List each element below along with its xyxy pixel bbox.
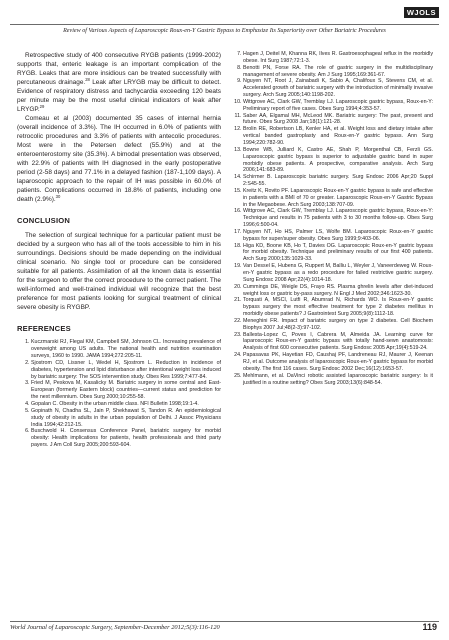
left-column bbox=[17, 51, 221, 449]
journal-logo: WJOLS bbox=[404, 7, 439, 18]
footer-divider bbox=[10, 621, 439, 622]
reference-item: 10. Wittgrove AC, Clark GW, Tremblay LJ. Laparoscopic gastric bypass, Roux-en-Y: Preliminary report of five cases. Obes Surg 1994;4:353-57. bbox=[243, 99, 433, 113]
body-paragraph: Comeau et al (2003) documented 35 cases of internal hernia (overall incidence of 3.3%). The IH occurred in 6.0% of patients with retrocolic procedures and 3.3% of patients with antecolic procedures. Most were in the Petersen defect (55.9%) and at the enteroenterostomy site (35.3%). A bimodal presentation was observed, with 22.9% of patients with IH diagnosed in the early postoperative period (2-58 days) and 77.1% in a delayed fashion (187-1,109 days). A laparoscopic approach to the repair of IH was possible in 60.0% of patients. Complications occurred in 18.8% of patients, including one death (2.9%).$^{30}$ bbox=[17, 115, 221, 204]
reference-item: 7. Hagen J, Deitel M, Khanna RK, Ilves R. Gastroesophageal reflux in the morbidly obese. Int Surg 1987;72:1-3. bbox=[243, 51, 433, 65]
reference-item: 21. Torquati A, MSCI, Lutfi R, Abumrad N, Richards WO. Is Roux-en-Y gastric bypass surgery the most effective treatment for type 2 diabetes mellitus in morbidly obese patients? J Gastrointest Surg 2005;9(8):1112-18. bbox=[243, 297, 433, 318]
reference-item: 3. Fried M, Peskova M, Kasalicky M. Bariatric surgery in some central and East-European (formerly Eastern block) countries—current status and prediction for the next millennium. Obes Surg 2000;10:255-58. bbox=[31, 380, 221, 401]
reference-item: 12. Brolin RE, Robertson LB, Kenler HA, et al. Weight loss and dietary intake after vertical banded gastroplasty and Roux-en-Y gastric bypass. Ann Surg 1994;220:782-90. bbox=[243, 126, 433, 147]
reference-item: 11. Saber AA, Elgamal MH, McLeod MK. Bariatric surgery: The past, present and future. Obes Surg 2008 Jan;18(1):121-28. bbox=[243, 113, 433, 127]
reference-item: 16. Wittgrove AC, Clark GW, Tremblay LJ. Laparoscopic gastric bypass, Roux-en-Y: Technique and results in 75 patients with 3 to 30 months follow-up. Obes Surg 1996;6:500-04. bbox=[243, 208, 433, 229]
reference-item: 23. Ballesta-Lopez C, Poves I, Cabrera M, Almeida JA. Learning curve for laparoscopic Roux-en-Y gastric bypass with totally hand-sewn anastomosis: Analysis of first 600 consecutive patients. Surg Endosc 2005 Apr;19(4):519-24. bbox=[243, 332, 433, 353]
reference-item: 9. Nguyen NT, Root J, Zainabadi K, Sabio A, Chalifoux S, Stevens CM, et al. Accelerated growth of bariatric surgery with the introduction of minimally invasive surgery. Arch Surg 2005;140:1198-202. bbox=[243, 78, 433, 99]
reference-item: 8. Benotti PN, Forse RA. The role of gastric surgery in the multidisciplinary management of severe obesity. Am J Surg 1995;169:361-67. bbox=[243, 65, 433, 79]
reference-item: 4. Gopalan C. Obesity in the urban middle class. NFI Bulletin 1998;19:1-4. bbox=[31, 401, 221, 408]
citation-superscript: 29 bbox=[39, 103, 45, 109]
reference-item: 17. Nguyen NT, Ho HS, Palmer LS, Wolfe BM. Laparoscopic Roux-en-Y gastric bypass for super/super obesity. Obes Surg 1999;9:403-06. bbox=[243, 229, 433, 243]
citation-superscript: 28 bbox=[85, 76, 90, 82]
body-paragraph: Retrospective study of 400 consecutive RYGB patients (1999-2002) supports that, enteric leakage is an important complication of the RYGB. Leaks that are more insidious can be treated successfully with percutaneous drainage.$^{28}$ Leak after LRYGB may be difficult to detect. Evidence of respiratory distress and tachycardia exceeding 120 beats per minute may be the most useful clinical indicators of leak after LRYGP.$^{29}$ bbox=[17, 52, 221, 114]
reference-item: 19. Van Dessel E, Hubens G, Ruppert M, Balliu L, Weyler J, Vaneerdeweg W. Roux-en-Y gastric bypass as a redo procedure for failed restrictive gastric surgery. Surg Endosc 2008 Apr;22(4):1014-18. bbox=[243, 263, 433, 284]
reference-item: 20. Cummings DE, Weigle DS, Frayo RS. Plasma ghrelin levels after diet-induced weight loss or gastric by-pass surgery. N Engl J Med 2002;346:1623-30. bbox=[243, 284, 433, 298]
header-divider bbox=[10, 24, 439, 25]
right-column bbox=[229, 51, 433, 386]
reference-list-right bbox=[229, 51, 433, 386]
reference-item: 18. Higa KD, Boone KB, Ho T, Davies OG. Laparoscopic Roux-en-Y gastric bypass for morbid obesity. Technique and preliminary results of our first 400 patients. Arch Surg 2000;135:1029-33. bbox=[243, 243, 433, 264]
reference-item: 22. Meneghini FR. Impact of bariatric surgery on type 2 diabetes. Cell Biochem Biophys 2007 Jul;48(2-3):97-102. bbox=[243, 318, 433, 332]
reference-item: 25. Mehlmann, et al. DaVinci robotic assisted laparoscopic bariatric surgery: Is it justified in a routine setting? Obes Surg 2003;13(6):848-54. bbox=[243, 373, 433, 387]
conclusion-heading: CONCLUSION bbox=[17, 216, 71, 226]
reference-item: 15. Kreitz K, Rovito PF. Laparoscopic Roux-en-Y gastric bypass is safe and effective in patients with a BMI of 70 or greater. Laparoscopic Roux-en-Y Gastric Bypass in the Megaobese. Arch Surg 2003;138:707-09. bbox=[243, 188, 433, 209]
reference-item: 6. Buschwold H. Consensus Conference Panel, bariatric surgery for morbid obesity: Health implications for patients, health professionals and third party payers. J Am Coll Surg 2005;200:593-604. bbox=[31, 428, 221, 449]
references-heading: REFERENCES bbox=[17, 324, 71, 334]
reference-item: 14. Schirmer B. Laparoscopic bariatric surgery. Surg Endosc 2006 Apr;20 Suppl 2:S45-55. bbox=[243, 174, 433, 188]
reference-item: 24. Papasavas PK, Hayetian FD, Caushaj PF, Landreneau RJ, Maurer J, Keenan RJ, et al. Outcome analysis of laparoscopic Roux-en-Y gastric bypass for morbid obesity. The first 116 cases. Surg Endosc 2002 Dec;16(12):1653-57. bbox=[243, 352, 433, 373]
running-title: Review of Various Aspects of Laparoscopic Roux-en-Y Gastric Bypass to Emphasize Its Superiority over Other Bariatric Procedures bbox=[63, 28, 386, 34]
reference-item: 13. Bowne WB, Julliard K, Castro AE, Shah P, Morgenthal CB, Ferzli GS. Laparoscopic gastric bypass is superior to adjustable gastric band in super morbidly obese patients. A prospective, comparative analysis. Arch Surg 2006;141:683-89. bbox=[243, 147, 433, 174]
reference-list-left bbox=[17, 339, 221, 449]
reference-item: 2. Sjostrom CD, Lissner L, Wedel H, Sjostrom L. Reduction in incidence of diabetes, hypertension and lipid disturbance after intentional weight loss induced by bariatric surgery: The SOS intervention study. Obes Res 1999;7:477-84. bbox=[31, 360, 221, 381]
conclusion-paragraph: The selection of surgical technique for a particular patient must be decided by a surgeon who has all of the tools accessible to him in his surroundings. Decisions should be made depending on the individual clinical scenario. No single tool or procedure can be considered suitable for all patients. Assimilation of all the known data is essential for the surgeon to offer the correct procedure to the correct patient. The well-informed and well-trained individual will recognize that the best preference for most patients looking for surgical treatment of clinical severe obesity is RYGBP. bbox=[17, 232, 221, 312]
page-number: 119 bbox=[422, 622, 437, 632]
citation-superscript: 30 bbox=[55, 194, 61, 200]
journal-citation: World Journal of Laparoscopic Surgery, September-December 2012;5(3):116-120 bbox=[10, 624, 220, 631]
reference-item: 1. Kuczmarski RJ, Flegal KM, Campbell SM, Johnson CL. Increasing prevalence of overweight among US adults. The national health and nutrition examination surveys, 1960 to 1990. JAMA 1994;272:205-11. bbox=[31, 339, 221, 360]
reference-item: 5. Gopinath N, Chadha SL, Jain P, Shekhawat S, Tandon R. An epidemiological study of obesity in adults in the urban population of Delhi. J Assoc Physicians India 1994;42:212-15. bbox=[31, 408, 221, 429]
